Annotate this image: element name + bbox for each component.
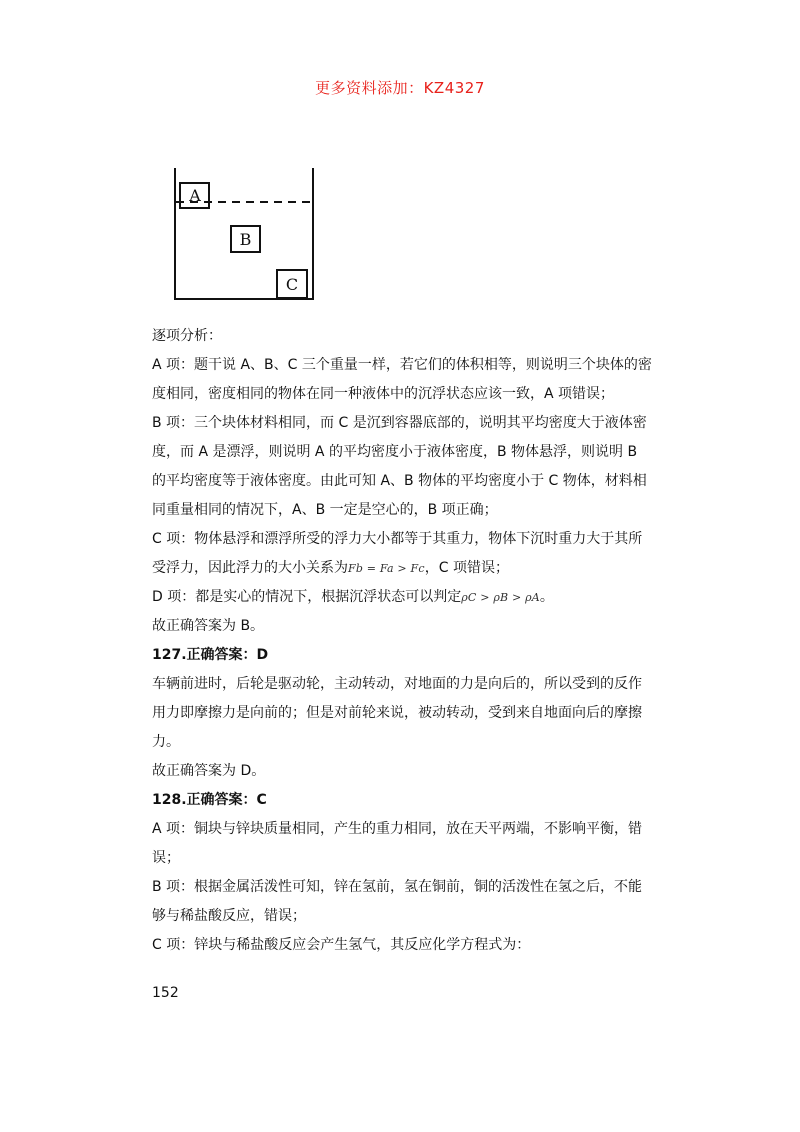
question-128-heading: 128.正确答案：C xyxy=(152,792,267,808)
container-diagram xyxy=(160,160,330,310)
answer-conclusion-126: 故正确答案为 B。 xyxy=(152,618,265,634)
page-number: 152 xyxy=(152,985,179,1001)
analysis-intro: 逐项分析： xyxy=(152,328,222,344)
option-b-analysis: B 项：三个块体材料相同，而 C 是沉到容器底部的，说明其平均密度大于液体密度，而 A 是漂浮，则说明 A 的平均密度小于液体密度，B 物体悬浮，则说明 B 的平均密度等于液体密度。由此可知 A、B 物体的平均密度小于 C 物体，材料相同重量相同的情况下，A、B 一定是空心的，B 项正确； xyxy=(152,415,647,518)
option-d-text: D 项：都是实心的情况下，根据沉浮状态可以判定 xyxy=(152,589,462,605)
block-b-label: B xyxy=(239,230,252,249)
watermark-header: 更多资料添加：KZ4327 xyxy=(315,79,485,97)
question-128-option-b: B 项：根据金属活泼性可知，锌在氢前，氢在铜前，铜的活泼性在氢之后，不能够与稀盐酸反应，错误； xyxy=(152,879,643,924)
option-d-end: 。 xyxy=(539,589,554,605)
question-127-heading: 127.正确答案：D xyxy=(152,647,269,663)
density-formula: ρC > ρB > ρA xyxy=(461,591,540,604)
option-d-analysis xyxy=(152,583,652,612)
answer-conclusion-127: 故正确答案为 D。 xyxy=(152,763,266,779)
question-128-option-c: C 项：锌块与稀盐酸反应会产生氢气，其反应化学方程式为： xyxy=(152,937,531,953)
question-127-explanation: 车辆前进时，后轮是驱动轮，主动转动，对地面的力是向后的，所以受到的反作用力即摩擦力是向前的；但是对前轮来说，被动转动，受到来自地面向后的摩擦力。 xyxy=(152,676,642,750)
option-c-analysis xyxy=(152,525,652,583)
option-c-conclusion: ，C 项错误； xyxy=(424,560,509,576)
block-a-label: A xyxy=(189,186,201,205)
question-128-option-a: A 项：铜块与锌块质量相同，产生的重力相同，放在天平两端，不影响平衡，错误； xyxy=(152,821,643,866)
option-c-text: C 项：物体悬浮和漂浮所受的浮力大小都等于其重力，物体下沉时重力大于其所受浮力，因此浮力的大小关系为 xyxy=(152,531,643,576)
answer-content xyxy=(152,322,652,960)
block-c-label: C xyxy=(285,275,299,294)
buoyancy-formula: Fb = Fa > Fc xyxy=(348,562,425,575)
option-a-analysis: A 项：题干说 A、B、C 三个重量一样，若它们的体积相等，则说明三个块体的密度相同，密度相同的物体在同一种液体中的沉浮状态应该一致，A 项错误； xyxy=(152,357,652,402)
